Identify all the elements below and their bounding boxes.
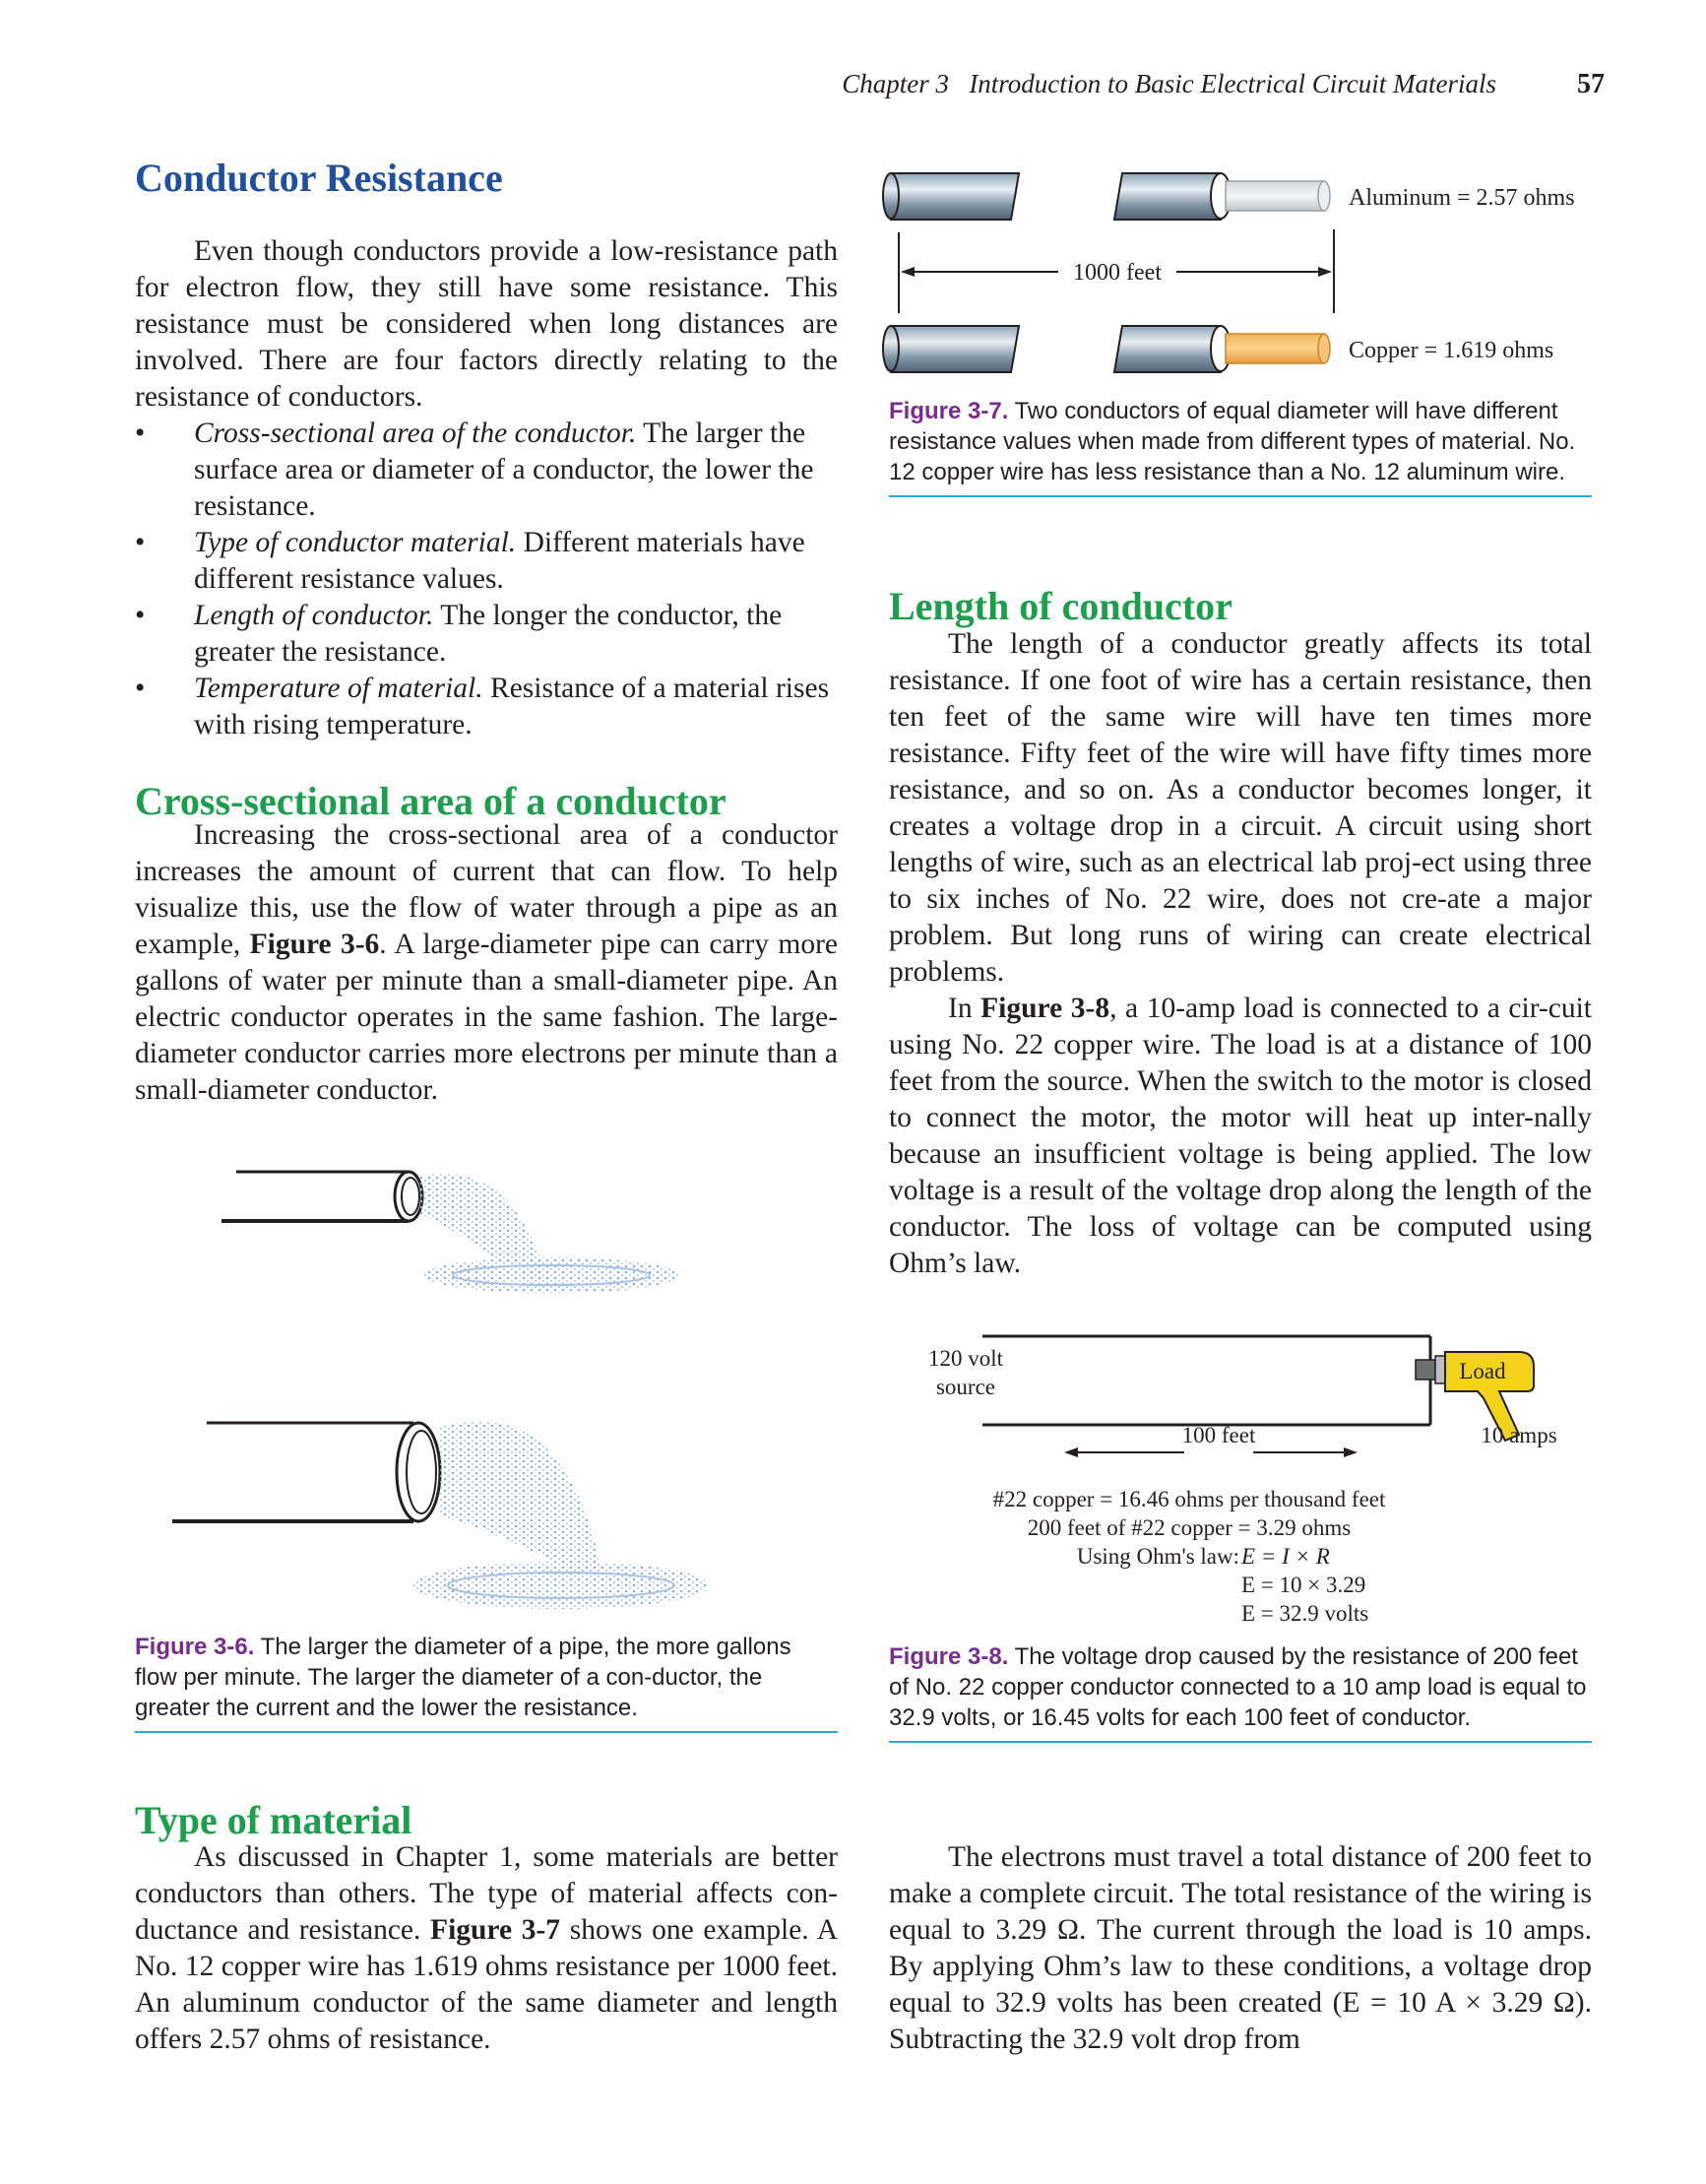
conductor-resistance-heading: Conductor Resistance (135, 156, 503, 200)
equation-3: E = 32.9 volts (1241, 1601, 1369, 1626)
resistance-factors-list (135, 416, 838, 743)
large-pipe (172, 1423, 440, 1521)
amps-label: 10 amps (1481, 1423, 1557, 1447)
list-item: • Cross-sectional area of the conductor. The larger the surface area or diameter of a conductor, the lower the resistance. (135, 418, 814, 522)
source-label-line2: source (935, 1375, 996, 1399)
type-of-material-heading: Type of material (135, 1798, 412, 1842)
page-number: 57 (1577, 69, 1605, 99)
list-item: • Length of conductor. The longer the conductor, the greater the resistance. (135, 600, 783, 668)
figure-3-6-caption: Figure 3-6. The larger the diameter of a pipe, the more gallons flow per minute. The larger the diameter of a con-ductor, the greater the current and the lower the resistance. (135, 1632, 838, 1733)
source-label-line1: 120 volt (927, 1346, 1004, 1371)
intro-paragraph: Even though conductors provide a low-resistance path for electron flow, they still have some resistance. This resistance must be considered when long distances are involved. There are four factors directly relating to the resistance of conductors. (135, 235, 838, 413)
aluminum-conductor (883, 173, 1330, 220)
length-paragraph-2: In Figure 3-8, a 10-amp load is connected to a cir-cuit using No. 22 copper wire. The load is at a distance of 100 feet from the source. When the switch to the motor is closed to connect the motor, the motor will heat up inter-nally because an insufficient voltage is being applied. The low voltage is a result of the voltage drop along the length of the conductor. The loss of voltage can be computed using Ohm’s law. (889, 993, 1592, 1279)
calc-line-3-prefix: Using Ohm's law: (1076, 1544, 1239, 1569)
small-pipe (221, 1172, 422, 1221)
equation-1: E = I × R (1241, 1544, 1330, 1569)
final-paragraph: The electrons must travel a total distance of 200 feet to make a complete circuit. The total resistance of the wiring is equal to 3.29 Ω. The current through the load is 10 amps. By applying Ohm’s law to these conditions, a voltage drop equal to 32.9 volts has been created (E = 10 A × 3.29 Ω). Subtracting the 32.9 volt drop from (889, 1841, 1592, 2055)
chapter-title: Chapter 3 Introduction to Basic Electrical Circuit Materials (842, 69, 1496, 98)
list-item: • Temperature of material. Resistance of a material rises with rising temperature. (135, 673, 830, 740)
type-of-material-paragraph: As discussed in Chapter 1, some materials are better conductors than others. The type of material affects con-ductance and resistance. Figure 3-7 shows one example. A No. 12 copper wire has 1.619 ohms resistance per 1000 feet. An aluminum conductor of the same diameter and length offers 2.57 ohms of resistance. (135, 1841, 838, 2055)
copper-resistance-label: Copper = 1.619 ohms (1349, 338, 1554, 363)
distance-label: 1000 feet (1073, 260, 1162, 286)
figure-3-8-circuit-diagram (889, 1334, 1598, 1639)
aluminum-resistance-label: Aluminum = 2.57 ohms (1349, 185, 1575, 211)
calc-line-2: 200 feet of #22 copper = 3.29 ohms (1027, 1515, 1352, 1540)
calc-line-1: #22 copper = 16.46 ohms per thousand feet (992, 1487, 1386, 1511)
figure-3-7-conductors-illustration (881, 165, 1600, 402)
distance-label: 100 feet (1181, 1423, 1256, 1447)
copper-conductor (883, 326, 1330, 372)
length-paragraph-1: The length of a conductor greatly affects its total resistance. If one foot of wire has a certain resistance, then ten feet of the same wire will have ten times more resistance. Fifty feet of the wire will have fifty times more resistance, and so on. As a conductor becomes longer, it creates a voltage drop in a circuit. A circuit using short lengths of wire, such as an electrical lab proj-ect using three to six inches of No. 22 wire, does not cre-ate a major problem. But long runs of wiring can create electrical problems. (889, 628, 1592, 988)
figure-3-8-caption: Figure 3-8. The voltage drop caused by the resistance of 200 feet of No. 22 copper conductor connected to a 10 amp load is equal to 32.9 volts, or 16.45 volts for each 100 feet of conductor. (889, 1641, 1592, 1743)
equation-2: E = 10 × 3.29 (1241, 1573, 1366, 1597)
list-item: • Type of conductor material. Different materials have different resistance values. (135, 527, 805, 595)
figure-3-7-caption: Figure 3-7. Two conductors of equal diameter will have different resistance values when made from different types of material. No. 12 copper wire has less resistance than a No. 12 aluminum wire. (889, 396, 1592, 497)
figure-3-6-pipes-illustration (167, 1152, 817, 1625)
cross-sectional-heading: Cross-sectional area of a conductor (135, 779, 727, 823)
load-label: Load (1459, 1359, 1506, 1383)
cross-sectional-paragraph: Increasing the cross-sectional area of a conductor increases the amount of current that can flow. To help visualize this, use the flow of water through a pipe as an example, Figure 3-6. A large-diameter pipe can carry more gallons of water per minute than a small-diameter pipe. An electric conductor operates in the same fashion. The large-diameter conductor carries more electrons per minute than a small-diameter conductor. (135, 819, 838, 1106)
length-of-conductor-heading: Length of conductor (889, 584, 1232, 628)
